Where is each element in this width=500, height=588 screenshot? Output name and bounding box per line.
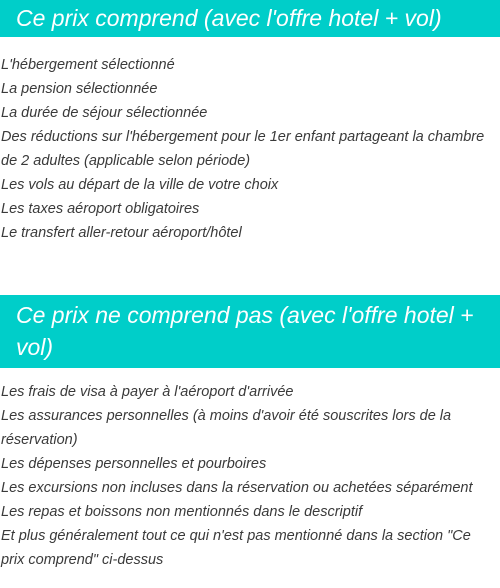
includes-list (0, 53, 498, 245)
list-item: Les dépenses personnelles et pourboires (1, 456, 267, 472)
list-item: Les vols au départ de la ville de votre choix (1, 177, 279, 193)
list-item: La pension sélectionnée (1, 81, 158, 97)
list-item: L'hébergement sélectionné (1, 57, 175, 73)
excludes-section-title: Ce prix ne comprend pas (avec l'offre hotel + vol) (0, 295, 500, 368)
list-item: Le transfert aller-retour aéroport/hôtel (1, 225, 242, 241)
list-item: Les excursions non incluses dans la réservation ou achetées séparément (1, 480, 473, 496)
list-item: Les frais de visa à payer à l'aéroport d'arrivée (1, 384, 294, 400)
includes-section-title: Ce prix comprend (avec l'offre hotel + vol) (0, 0, 500, 37)
list-item: Et plus généralement tout ce qui n'est pas mentionné dans la section "Ce prix comprend" ci-dessus (1, 528, 471, 568)
list-item: La durée de séjour sélectionnée (1, 105, 208, 121)
list-item: Les repas et boissons non mentionnés dans le descriptif (1, 504, 363, 520)
list-item: Des réductions sur l'hébergement pour le 1er enfant partageant la chambre de 2 adultes (applicable selon période) (1, 129, 485, 169)
excludes-list (0, 380, 498, 572)
list-item: Les taxes aéroport obligatoires (1, 201, 200, 217)
list-item: Les assurances personnelles (à moins d'avoir été souscrites lors de la réservation) (1, 408, 452, 448)
